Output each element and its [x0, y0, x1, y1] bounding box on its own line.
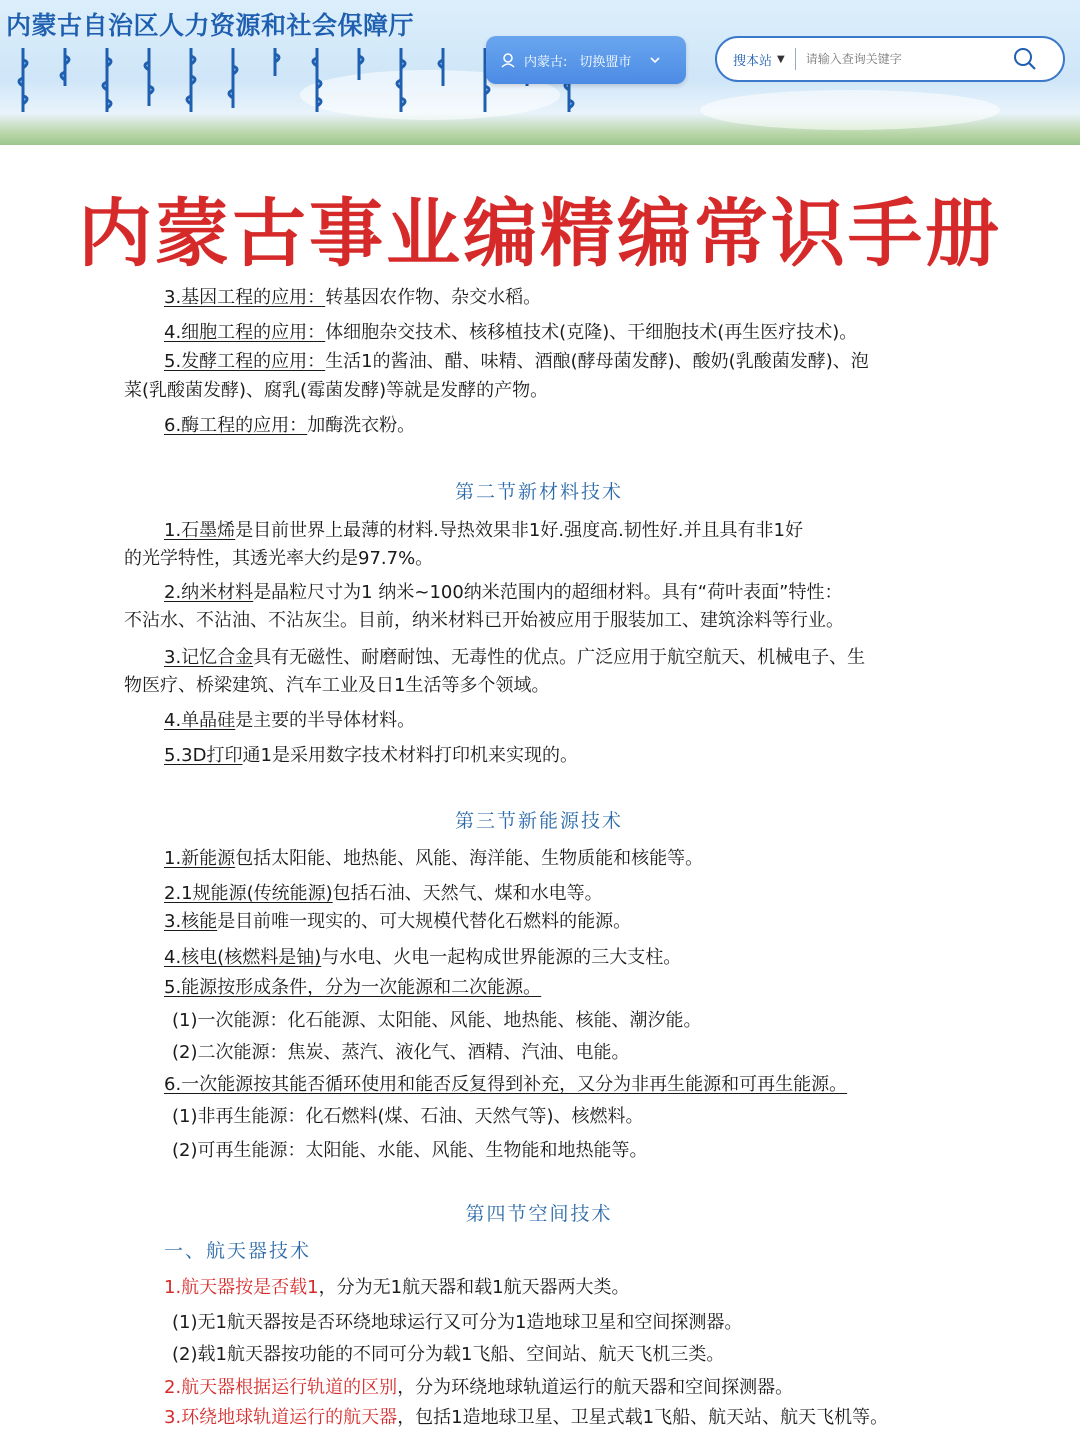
mongolian-glyph	[348, 46, 370, 114]
search-input[interactable]	[804, 51, 1008, 67]
term: 3.记忆合金	[164, 647, 254, 668]
text: 加酶洗衣粉。	[307, 415, 416, 436]
text: 是晶粒尺寸为1 纳米~100纳米范围内的超细材料。具有“荷叶表面”特性：	[253, 582, 843, 603]
section-heading: 第三节新能源技术	[454, 810, 623, 832]
text: 包括石油、天然气、煤和水电等。	[332, 883, 603, 904]
document-title: 内蒙古事业编精编常识手册	[78, 191, 1002, 277]
text: ，包括1造地球卫星、卫星式载1飞船、航天站、航天飞机等。	[397, 1407, 889, 1428]
search-bar	[715, 36, 1065, 82]
text: 是主要的半导体材料。	[235, 710, 416, 731]
text-line: (1)一次能源：化石能源、太阳能、风能、地热能、核能、潮汐能。	[172, 1010, 702, 1031]
term: 2.1规能源(传统能源)	[164, 883, 333, 904]
term: 1.新能源	[164, 848, 236, 869]
text: 包括太阳能、地热能、风能、海洋能、生物质能和核能等。	[235, 848, 704, 869]
chevron-down-icon	[649, 54, 661, 66]
mongolian-glyph	[222, 46, 244, 114]
text: 是目前唯一现实的、可大规模代替化石燃料的能源。	[217, 911, 632, 932]
text: 生活1的酱油、醋、味精、酒酿(酵母菌发酵)、酸奶(乳酸菌发酵)、泡	[325, 351, 869, 372]
location-pin-icon	[500, 52, 516, 68]
term: 4.单晶硅	[164, 710, 236, 731]
mongolian-glyph	[138, 46, 160, 114]
text-line: (2)二次能源：焦炭、蒸汽、液化气、酒精、汽油、电能。	[172, 1042, 630, 1063]
mongolian-glyph	[432, 46, 454, 114]
mongolian-glyph	[54, 46, 76, 114]
site-header	[0, 0, 1080, 145]
highlight: 1.航天器按是否载1	[164, 1277, 319, 1298]
text-line	[164, 1374, 793, 1402]
term: 6.酶工程的应用：	[164, 415, 308, 436]
mongolian-glyph	[12, 46, 34, 114]
text-line	[164, 348, 869, 376]
text-line	[164, 1404, 888, 1432]
region-label: 内蒙古:	[524, 54, 568, 70]
subsection-heading: 一、航天器技术	[164, 1240, 312, 1262]
term: 4.核电(核燃料是铀)	[164, 947, 322, 968]
term: 3.核能	[164, 911, 218, 932]
search-scope-label: 搜本站	[733, 53, 773, 69]
text-line	[164, 412, 415, 440]
text-line: (1)非再生能源：化石燃料(煤、石油、天然气等)、核燃料。	[172, 1106, 644, 1127]
text-line: (2)载1航天器按功能的不同可分为载1飞船、空间站、航天飞机三类。	[172, 1344, 725, 1365]
site-title[interactable]: 内蒙古自治区人力资源和社会保障厅	[6, 11, 415, 40]
text-line: 的光学特性，其透光率大约是97.7%。	[124, 548, 434, 569]
mongolian-glyph	[390, 46, 412, 114]
mongolian-glyph	[96, 46, 118, 114]
text-line	[164, 742, 578, 770]
text-line	[164, 319, 857, 347]
section-heading: 第四节空间技术	[465, 1203, 613, 1225]
search-scope-dropdown[interactable]	[733, 50, 785, 69]
search-icon[interactable]	[1012, 46, 1038, 72]
term: 3.基因工程的应用：	[164, 287, 326, 308]
text-line	[164, 944, 681, 972]
text-line	[164, 579, 842, 607]
term: 2.纳米材料	[164, 582, 254, 603]
text: ，分为无1航天器和载1航天器两大类。	[318, 1277, 630, 1298]
text: 与水电、火电一起构成世界能源的三大支柱。	[321, 947, 682, 968]
region-switch-label: 切换盟市	[579, 54, 632, 70]
divider	[795, 48, 796, 70]
text: 具有无磁性、耐磨耐蚀、无毒性的优点。广泛应用于航空航天、机械电子、生	[253, 647, 866, 668]
mongolian-glyph	[180, 46, 202, 114]
text-line: 5.能源按形成条件，分为一次能源和二次能源。	[164, 977, 542, 998]
highlight: 2.航天器根据运行轨道的区别	[164, 1377, 398, 1398]
text: 转基因农作物、杂交水稻。	[325, 287, 542, 308]
caret-down-icon: ▼	[777, 53, 785, 65]
cloud-decoration	[700, 90, 1000, 130]
term: 5.发酵工程的应用：	[164, 351, 326, 372]
text-line	[164, 644, 865, 672]
term: 4.细胞工程的应用：	[164, 322, 326, 343]
text: 体细胞杂交技术、核移植技术(克隆)、干细胞技术(再生医疗技术)。	[325, 322, 858, 343]
term: 5.3D打印	[164, 745, 243, 766]
text-line	[164, 517, 803, 545]
text-line	[164, 845, 703, 873]
text-line: 6.一次能源按其能否循环使用和能否反复得到补充，又分为非再生能源和可再生能源。	[164, 1074, 848, 1095]
region-switch-button[interactable]	[486, 36, 686, 84]
text-line	[164, 1274, 630, 1302]
text-line: 不沾水、不沾油、不沾灰尘。目前，纳米材料已开始被应用于服装加工、建筑涂料等行业。	[124, 610, 844, 631]
text-line: (2)可再生能源：太阳能、水能、风能、生物能和地热能等。	[172, 1140, 648, 1161]
text: 通1是采用数字技术材料打印机来实现的。	[242, 745, 578, 766]
section-heading: 第二节新材料技术	[454, 481, 623, 503]
text-line	[164, 880, 603, 908]
text-line: 菜(乳酸菌发酵)、腐乳(霉菌发酵)等就是发酵的产物。	[124, 380, 549, 401]
text-line	[164, 284, 541, 312]
term: 1.石墨烯	[164, 520, 236, 541]
text-line: (1)无1航天器按是否环绕地球运行又可分为1造地球卫星和空间探测器。	[172, 1312, 743, 1333]
text: 是目前世界上最薄的材料.导热效果非1好.强度高.韧性好.并且具有非1好	[235, 520, 803, 541]
text-line	[164, 908, 631, 936]
text-line	[164, 707, 415, 735]
text: ，分为环绕地球轨道运行的航天器和空间探测器。	[397, 1377, 794, 1398]
mongolian-glyph	[264, 46, 286, 114]
highlight: 3.环绕地球轨道运行的航天器	[164, 1407, 398, 1428]
text-line: 物医疗、桥梁建筑、汽车工业及日1生活等多个领域。	[124, 675, 550, 696]
mongolian-glyph	[306, 46, 328, 114]
